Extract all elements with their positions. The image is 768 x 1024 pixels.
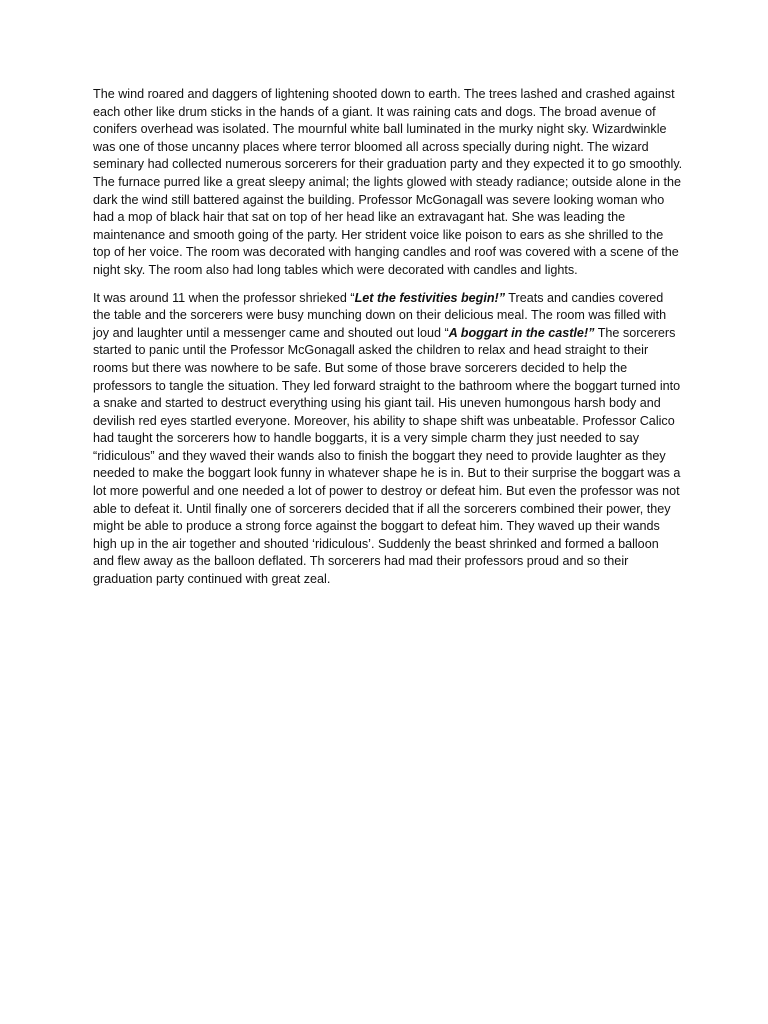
paragraph-2-text-2: Treats and candies covered the table and the sorcerers were busy munching down on their delicious meal. The room was filled with joy and laughter until a messenger came and shouted out loud “ bbox=[93, 290, 667, 340]
paragraph-2-text-3: The sorcerers started to panic until the Professor McGonagall asked the children to relax and head straight to their rooms but there was nowhere to be safe. But some of those brave sorcerers decided to help the professors to tangle the situation. They led forward straight to the bathroom where the boggart turned into a snake and started to destruct everything using his giant tail. His uneven humongous harsh body and devilish red eyes startled everyone. Moreover, his ability to shape shift was unbeatable. Professor Calico had taught the sorcerers how to handle boggarts, it is a very simple charm they just needed to say “ridiculous” and they waved their wands also to finish the boggart they need to provide laughter as they needed to make the boggart look funny in whatever shape he is in. But to their surprise the boggart was a lot more powerful and one needed a lot of power to destroy or defeat him. But even the professor was not able to defeat it. Until finally one of sorcerers decided that if all the sorcerers combined their power, they might be able to produce a strong force against the boggart to defeat him. They waved up their wands high up in the air together and shouted ‘ridiculous’. Suddenly the beast shrinked and formed a balloon and flew away as the balloon deflated. Th sorcerers had mad their professors proud and so their graduation party continued with great zeal. bbox=[93, 325, 681, 587]
document-body bbox=[93, 86, 683, 599]
quote-boggart: A boggart in the castle!” bbox=[448, 325, 595, 340]
paragraph-2 bbox=[93, 290, 683, 589]
paragraph-1: The wind roared and daggers of lightening shooted down to earth. The trees lashed and crashed against each other like drum sticks in the hands of a giant. It was raining cats and dogs. The broad avenue of conifers overhead was isolated. The mournful white ball luminated in the murky night sky. Wizardwinkle was one of those uncanny places where terror bloomed all across specially during night. The wizard seminary had collected numerous sorcerers for their graduation party and they expected it to go smoothly. The furnace purred like a great sleepy animal; the lights glowed with steady radiance; outside alone in the dark the wind still battered against the building. Professor McGonagall was severe looking woman who had a mop of black hair that sat on top of her head like an extravagant hat. She was leading the maintenance and smooth going of the party. Her strident voice like poison to ears as she shrilled to the top of her voice. The room was decorated with hanging candles and roof was covered with a scene of the night sky. The room also had long tables which were decorated with candles and lights. bbox=[93, 87, 683, 277]
quote-festivities: Let the festivities begin!” bbox=[354, 290, 506, 305]
paragraph-2-text-1: It was around 11 when the professor shrieked “ bbox=[93, 290, 355, 305]
